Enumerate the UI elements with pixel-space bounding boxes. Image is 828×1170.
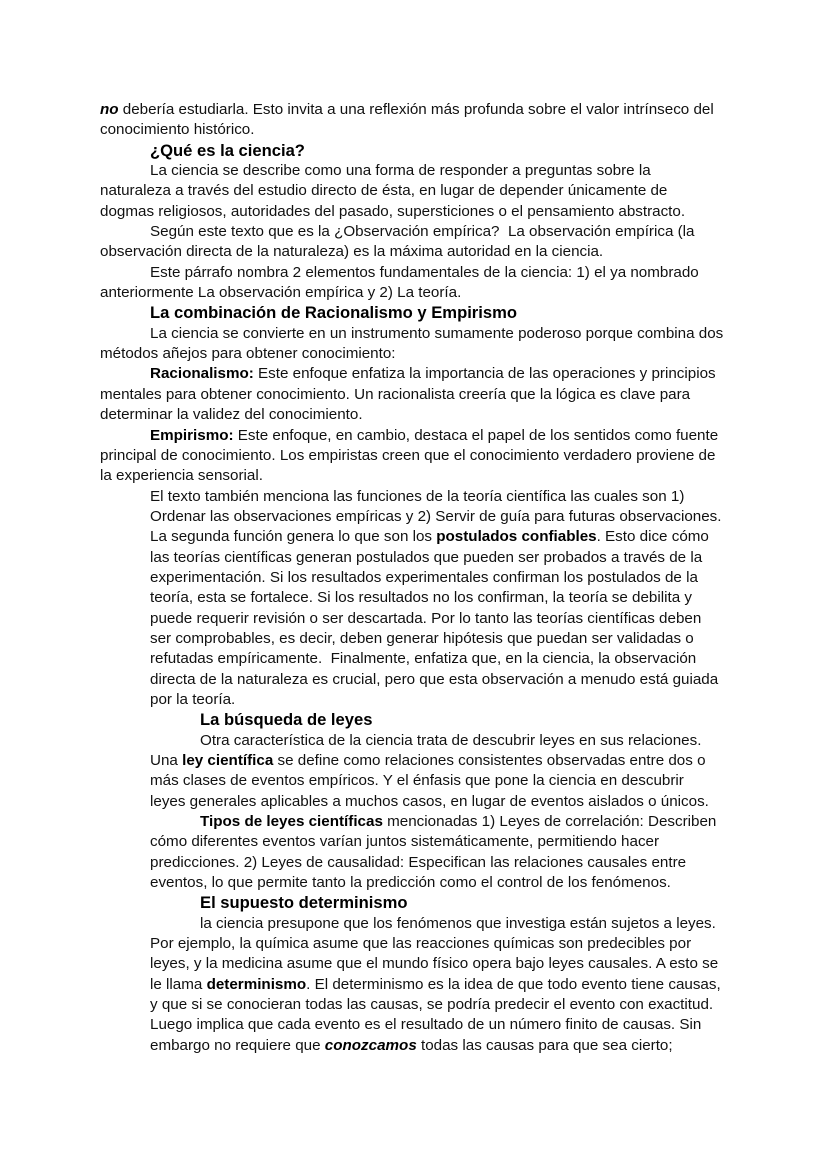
text-line: métodos añejos para obtener conocimiento: xyxy=(100,345,396,363)
text-run: La segunda función genera lo que son los xyxy=(150,528,437,546)
text-line xyxy=(0,1036,828,1056)
text-run: Este enfoque enfatiza la importancia de las operaciones y principios xyxy=(253,365,716,383)
text-line: puede requerir revisión o ser descartada. Por lo tanto las teorías científicas deben xyxy=(150,609,702,627)
text-line xyxy=(0,100,828,120)
text-line: dogmas religiosos, autoridades del pasado, supersticiones o el pensamiento abstracto. xyxy=(100,202,686,220)
text-line: las teorías científicas generan postulados que pueden ser probados a través de la xyxy=(150,548,703,566)
text-line: Por ejemplo, la química asume que las reacciones químicas son predecibles por xyxy=(150,935,692,953)
text-run: debería estudiarla. Esto invita a una reflexión más profunda sobre el valor intrínseco del xyxy=(118,101,714,118)
bold-term: Tipos de leyes científicas xyxy=(200,813,383,831)
bold-term: ley científica xyxy=(182,752,274,769)
text-run: Una xyxy=(150,752,183,769)
text-line: la ciencia presupone que los fenómenos que investiga están sujetos a leyes. xyxy=(200,914,716,932)
text-line: conocimiento histórico. xyxy=(100,121,255,139)
bold-term: Racionalismo: xyxy=(150,365,254,383)
document-body xyxy=(0,100,828,1056)
text-line: refutadas empíricamente. Finalmente, enfatiza que, en la ciencia, la observación xyxy=(150,650,697,668)
text-line: predicciones. 2) Leyes de causalidad: Especifican las relaciones causales entre xyxy=(150,853,687,871)
text-line xyxy=(0,364,828,384)
text-line: Este párrafo nombra 2 elementos fundamentales de la ciencia: 1) el ya nombrado xyxy=(150,263,699,281)
text-line: principal de conocimiento. Los empiristas creen que el conocimiento verdadero proviene de xyxy=(100,446,716,464)
text-line: cómo diferentes eventos varían juntos sistemáticamente, permitiendo hacer xyxy=(150,833,660,851)
section-heading-busqueda-de-leyes: La búsqueda de leyes xyxy=(200,710,373,730)
text-run: . Esto dice cómo xyxy=(596,528,709,546)
text-line: teoría, esta se fortalece. Si los resultados no los confirman, la teoría se debilita y xyxy=(150,589,692,607)
text-run: le llama xyxy=(150,975,207,993)
section-heading-racionalismo-empirismo: La combinación de Racionalismo y Empirismo xyxy=(150,303,517,323)
text-run: se define como relaciones consistentes observadas entre dos o xyxy=(273,752,706,769)
text-line: Según este texto que es la ¿Observación empírica? La observación empírica (la xyxy=(150,223,695,241)
text-line: por la teoría. xyxy=(150,690,236,708)
text-run: embargo no requiere que xyxy=(150,1036,325,1054)
text-line xyxy=(0,426,828,446)
text-line xyxy=(0,975,828,995)
text-line: más clases de eventos empíricos. Y el énfasis que pone la ciencia en descubrir xyxy=(150,772,684,790)
text-line: Luego implica que cada evento es el resultado de un número finito de causas. Sin xyxy=(150,1016,702,1034)
text-line: determinar la validez del conocimiento. xyxy=(100,406,363,424)
text-line: anteriormente La observación empírica y 2) La teoría. xyxy=(100,284,462,302)
section-heading-que-es-la-ciencia: ¿Qué es la ciencia? xyxy=(150,140,305,160)
text-line: eventos, lo que permite tanto la predicción como el control de los fenómenos. xyxy=(150,874,671,892)
text-run: Este enfoque, en cambio, destaca el papel de los sentidos como fuente xyxy=(233,426,719,444)
text-line: La ciencia se describe como una forma de responder a preguntas sobre la xyxy=(150,162,651,180)
text-line: ser comprobables, es decir, deben generar hipótesis que puedan ser validadas o xyxy=(150,629,694,647)
emphasis-term: conozcamos xyxy=(324,1036,417,1054)
bold-term: postulados confiables xyxy=(436,528,597,546)
text-line: La ciencia se convierte en un instrumento sumamente poderoso porque combina dos xyxy=(150,324,724,342)
text-run: . El determinismo es la idea de que todo evento tiene causas, xyxy=(306,975,721,993)
text-line: y que si se conocieran todas las causas, se podría predecir el evento con exactitud. xyxy=(150,996,714,1014)
section-heading-supuesto-determinismo: El supuesto determinismo xyxy=(200,893,408,913)
bold-term: determinismo xyxy=(206,975,307,993)
text-line: leyes, y la medicina asume que el mundo físico opera bajo leyes causales. A esto se xyxy=(150,955,719,973)
text-line: naturaleza a través del estudio directo de ésta, en lugar de depender únicamente de xyxy=(100,182,668,200)
bold-term: Empirismo: xyxy=(150,426,234,444)
text-line: directa de la naturaleza es crucial, pero que esta observación a menudo está guiada xyxy=(150,670,719,688)
text-run: todas las causas para que sea cierto; xyxy=(416,1036,673,1054)
text-line xyxy=(0,527,828,547)
text-line: leyes generales aplicables a muchos casos, en lugar de eventos aislados o únicos. xyxy=(150,792,709,810)
text-line: la experiencia sensorial. xyxy=(100,467,263,485)
text-line xyxy=(0,812,828,832)
text-line: mentales para obtener conocimiento. Un racionalista creería que la lógica es clave para xyxy=(100,385,691,403)
emphasis-term: no xyxy=(100,101,119,118)
text-line: observación directa de la naturaleza) es la máxima autoridad en la ciencia. xyxy=(100,243,604,261)
text-line xyxy=(0,751,828,771)
text-run: mencionadas 1) Leyes de correlación: Describen xyxy=(382,813,717,831)
text-line: experimentación. Si los resultados experimentales confirman los postulados de la xyxy=(150,568,698,586)
text-line: El texto también menciona las funciones de la teoría científica las cuales son 1) xyxy=(150,487,685,505)
text-line: Ordenar las observaciones empíricas y 2) Servir de guía para futuras observaciones. xyxy=(150,507,722,525)
text-line: Otra característica de la ciencia trata de descubrir leyes en sus relaciones. xyxy=(200,731,702,749)
